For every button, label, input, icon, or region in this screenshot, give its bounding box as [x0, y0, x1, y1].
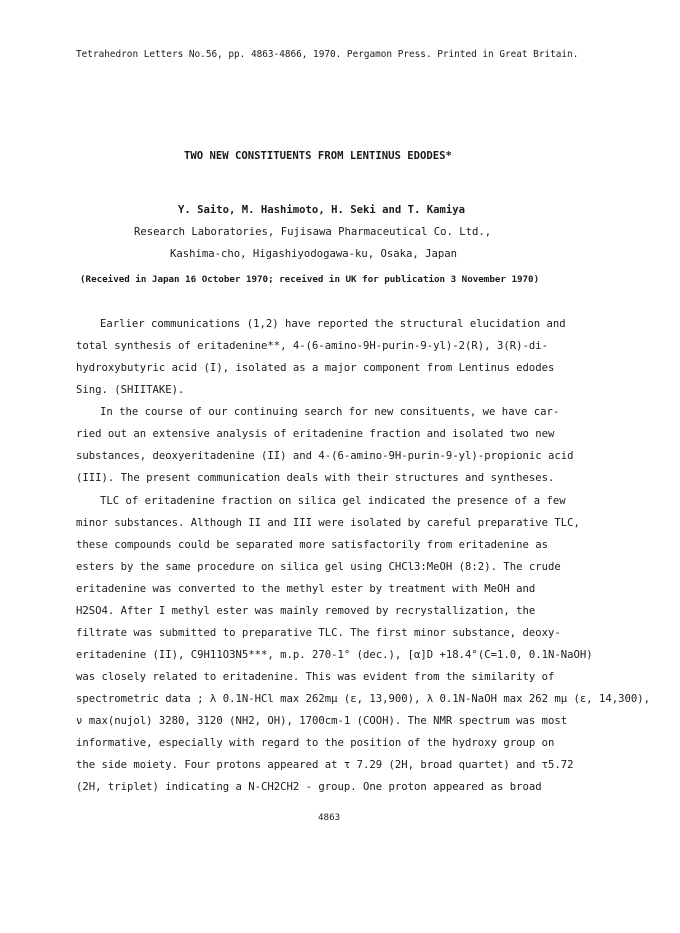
page-number: 4863: [318, 812, 341, 823]
journal-header: Tetrahedron Letters No.56, pp. 4863-4866, 1970. Pergamon Press. Printed in Great Britain.: [76, 49, 579, 60]
body-line: total synthesis of eritadenine**, 4-(6-amino-9H-purin-9-yl)-2(R), 3(R)-di-: [76, 340, 548, 352]
body-line: H2SO4. After I methyl ester was mainly removed by recrystallization, the: [76, 605, 536, 617]
body-line: these compounds could be separated more satisfactorily from eritadenine as: [76, 539, 548, 551]
body-line: spectrometric data ; λ 0.1N-HCl max 262mμ (ε, 13,900), λ 0.1N-NaOH max 262 mμ (ε, 14,300),: [76, 693, 651, 705]
body-line: filtrate was submitted to preparative TLC. The first minor substance, deoxy-: [76, 627, 561, 639]
authors: Y. Saito, M. Hashimoto, H. Seki and T. Kamiya: [178, 204, 466, 216]
affiliation-line-1: Research Laboratories, Fujisawa Pharmaceutical Co. Ltd.,: [134, 226, 492, 238]
body-line: Sing. (SHIITAKE).: [76, 384, 185, 396]
body-line: the side moiety. Four protons appeared at τ 7.29 (2H, broad quartet) and τ5.72: [76, 759, 574, 771]
body-line: ν max(nujol) 3280, 3120 (NH2, OH), 1700cm-1 (COOH). The NMR spectrum was most: [76, 715, 568, 727]
body-line: informative, especially with regard to the position of the hydroxy group on: [76, 737, 555, 749]
body-line: was closely related to eritadenine. This was evident from the similarity of: [76, 671, 555, 683]
body-line: Earlier communications (1,2) have reported the structural elucidation and: [100, 318, 566, 330]
received-note: (Received in Japan 16 October 1970; received in UK for publication 3 November 1970): [80, 274, 540, 285]
body-line: ried out an extensive analysis of eritadenine fraction and isolated two new: [76, 428, 555, 440]
body-line: esters by the same procedure on silica gel using CHCl3:MeOH (8:2). The crude: [76, 561, 561, 573]
paper-title: TWO NEW CONSTITUENTS FROM LENTINUS EDODES*: [184, 150, 452, 162]
affiliation-line-2: Kashima-cho, Higashiyodogawa-ku, Osaka, Japan: [170, 248, 458, 260]
body-line: (2H, triplet) indicating a N-CH2CH2 - group. One proton appeared as broad: [76, 781, 542, 793]
body-line: minor substances. Although II and III were isolated by careful preparative TLC,: [76, 517, 580, 529]
body-line: substances, deoxyeritadenine (II) and 4-(6-amino-9H-purin-9-yl)-propionic acid: [76, 450, 574, 462]
body-line: eritadenine (II), C9H11O3N5***, m.p. 270-1° (dec.), [α]D +18.4°(C=1.0, 0.1N-NaOH): [76, 649, 593, 661]
body-line: In the course of our continuing search for new consituents, we have car-: [100, 406, 560, 418]
body-line: hydroxybutyric acid (I), isolated as a major component from Lentinus edodes: [76, 362, 555, 374]
body-line: (III). The present communication deals with their structures and syntheses.: [76, 472, 555, 484]
body-line: TLC of eritadenine fraction on silica gel indicated the presence of a few: [100, 495, 566, 507]
body-line: eritadenine was converted to the methyl ester by treatment with MeOH and: [76, 583, 536, 595]
